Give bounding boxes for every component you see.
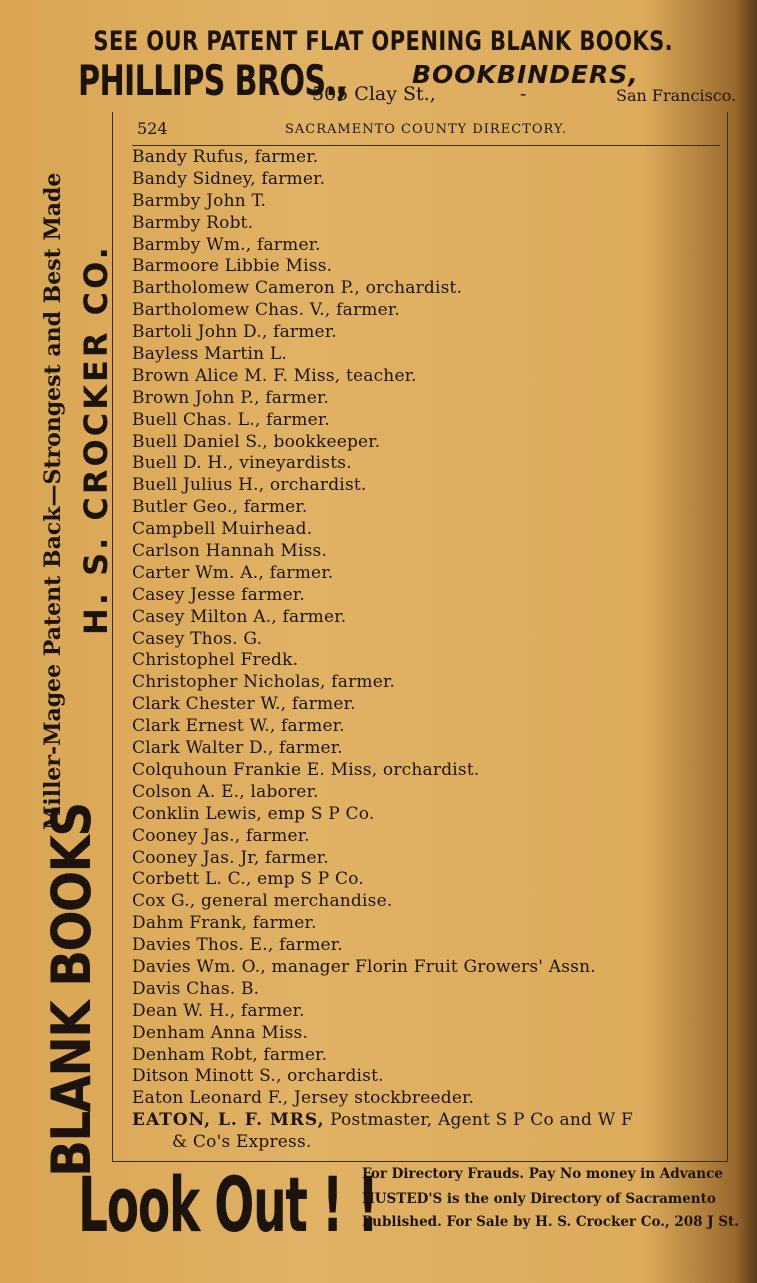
footer-notice-line-2: HUSTED'S is the only Directory of Sacramento (362, 1191, 716, 1207)
directory-entry: Carlson Hannah Miss. (132, 541, 328, 562)
side-ad-tagline (36, 60, 70, 830)
directory-entry: Christophel Fredk. (132, 650, 299, 671)
directory-entry: Campbell Muirhead. (132, 519, 313, 540)
directory-entry: Clark Walter D., farmer. (132, 738, 343, 759)
directory-entry: Bartoli John D., farmer. (132, 322, 337, 343)
advertiser-city: San Francisco. (616, 86, 737, 105)
directory-entry: Brown Alice M. F. Miss, teacher. (132, 365, 417, 386)
directory-entry: Davis Chas. B. (132, 978, 260, 999)
address-separator: - (520, 83, 527, 105)
directory-entry: Clark Ernest W., farmer. (132, 716, 345, 737)
directory-entry: Brown John P., farmer. (132, 387, 330, 408)
directory-entry: Cooney Jas. Jr, farmer. (132, 847, 329, 868)
directory-entry: Buell Julius H., orchardist. (132, 475, 367, 496)
directory-entry: Eaton Leonard F., Jersey stockbreeder. (132, 1088, 475, 1109)
directory-entry: Conklin Lewis, emp S P Co. (132, 803, 375, 824)
directory-entry: Casey Thos. G. (132, 628, 263, 649)
featured-entry-name: EATON, L. F. MRS, (132, 1110, 325, 1131)
page-number: 524 (137, 119, 168, 138)
directory-entry: Bandy Rufus, farmer. (132, 147, 319, 167)
directory-entry: Davies Wm. O., manager Florin Fruit Growers' Assn. (132, 956, 596, 977)
directory-entry: Casey Jesse farmer. (132, 584, 305, 605)
directory-entry-featured (132, 1110, 727, 1132)
directory-entry: Bartholomew Chas. V., farmer. (132, 300, 400, 321)
directory-entry: Cooney Jas., farmer. (132, 825, 310, 846)
directory-entry: Ditson Minott S., orchardist. (132, 1066, 384, 1087)
directory-entry: Denham Anna Miss. (132, 1022, 309, 1043)
advertiser-name: PHILLIPS BROS., (78, 56, 347, 105)
directory-entry: Christopher Nicholas, farmer. (132, 672, 396, 693)
directory-entry: Denham Robt, farmer. (132, 1044, 328, 1065)
directory-entry: Barmby John T. (132, 190, 267, 211)
side-ad-company-text: H. S. CROCKER CO. (77, 244, 115, 635)
look-out-banner: Look Out ! ! (78, 1160, 378, 1249)
footer-notice-line-1: For Directory Frauds. Pay No money in Advance (362, 1166, 723, 1182)
directory-entry: Cox G., general merchandise. (132, 891, 393, 912)
side-ad-blank-books (36, 803, 108, 1177)
directory-entry: Bandy Sidney, farmer. (132, 168, 326, 189)
page-title: SACRAMENTO COUNTY DIRECTORY. (285, 122, 567, 137)
advertiser-address: 505 Clay St., (312, 83, 436, 105)
directory-entry: Buell Daniel S., bookkeeper. (132, 431, 381, 452)
directory-entry: Bayless Martin L. (132, 344, 287, 365)
side-ad-tagline-text: Miller-Magee Patent Back—Strongest and Best Made (40, 172, 66, 830)
directory-entry: Barmby Robt. (132, 212, 254, 233)
directory-entry: Corbett L. C., emp S P Co. (132, 869, 364, 890)
directory-entry: Buell Chas. L., farmer. (132, 409, 330, 430)
directory-entry: Butler Geo., farmer. (132, 497, 308, 518)
directory-entry: Dean W. H., farmer. (132, 1000, 305, 1021)
directory-entry: Buell D. H., vineyardists. (132, 453, 352, 474)
directory-entries (132, 147, 727, 1154)
advertiser-trade: BOOKBINDERS, (412, 60, 639, 89)
featured-entry-detail: Postmaster, Agent S P Co and W F (330, 1110, 633, 1131)
directory-entry: Colson A. E., laborer. (132, 781, 319, 802)
header-rule (132, 145, 720, 146)
directory-entry: Davies Thos. E., farmer. (132, 935, 343, 956)
featured-entry-continuation: & Co's Express. (172, 1132, 312, 1153)
directory-entry: Casey Milton A., farmer. (132, 606, 347, 627)
side-ad-blank-books-text: BLANK BOOKS (40, 803, 103, 1177)
side-ad-company (76, 235, 116, 635)
directory-entry: Clark Chester W., farmer. (132, 694, 356, 715)
directory-entry: Carter Wm. A., farmer. (132, 562, 334, 583)
directory-entry: Bartholomew Cameron P., orchardist. (132, 278, 463, 299)
advertisement-headline: SEE OUR PATENT FLAT OPENING BLANK BOOKS. (93, 26, 674, 57)
directory-entry: Barmby Wm., farmer. (132, 234, 321, 255)
directory-entry: Colquhoun Frankie E. Miss, orchardist. (132, 759, 480, 780)
directory-entry: Dahm Frank, farmer. (132, 913, 317, 934)
footer-notice-line-3: Published. For Sale by H. S. Crocker Co., 208 J St. (362, 1214, 739, 1230)
directory-entry: Barmoore Libbie Miss. (132, 256, 333, 277)
